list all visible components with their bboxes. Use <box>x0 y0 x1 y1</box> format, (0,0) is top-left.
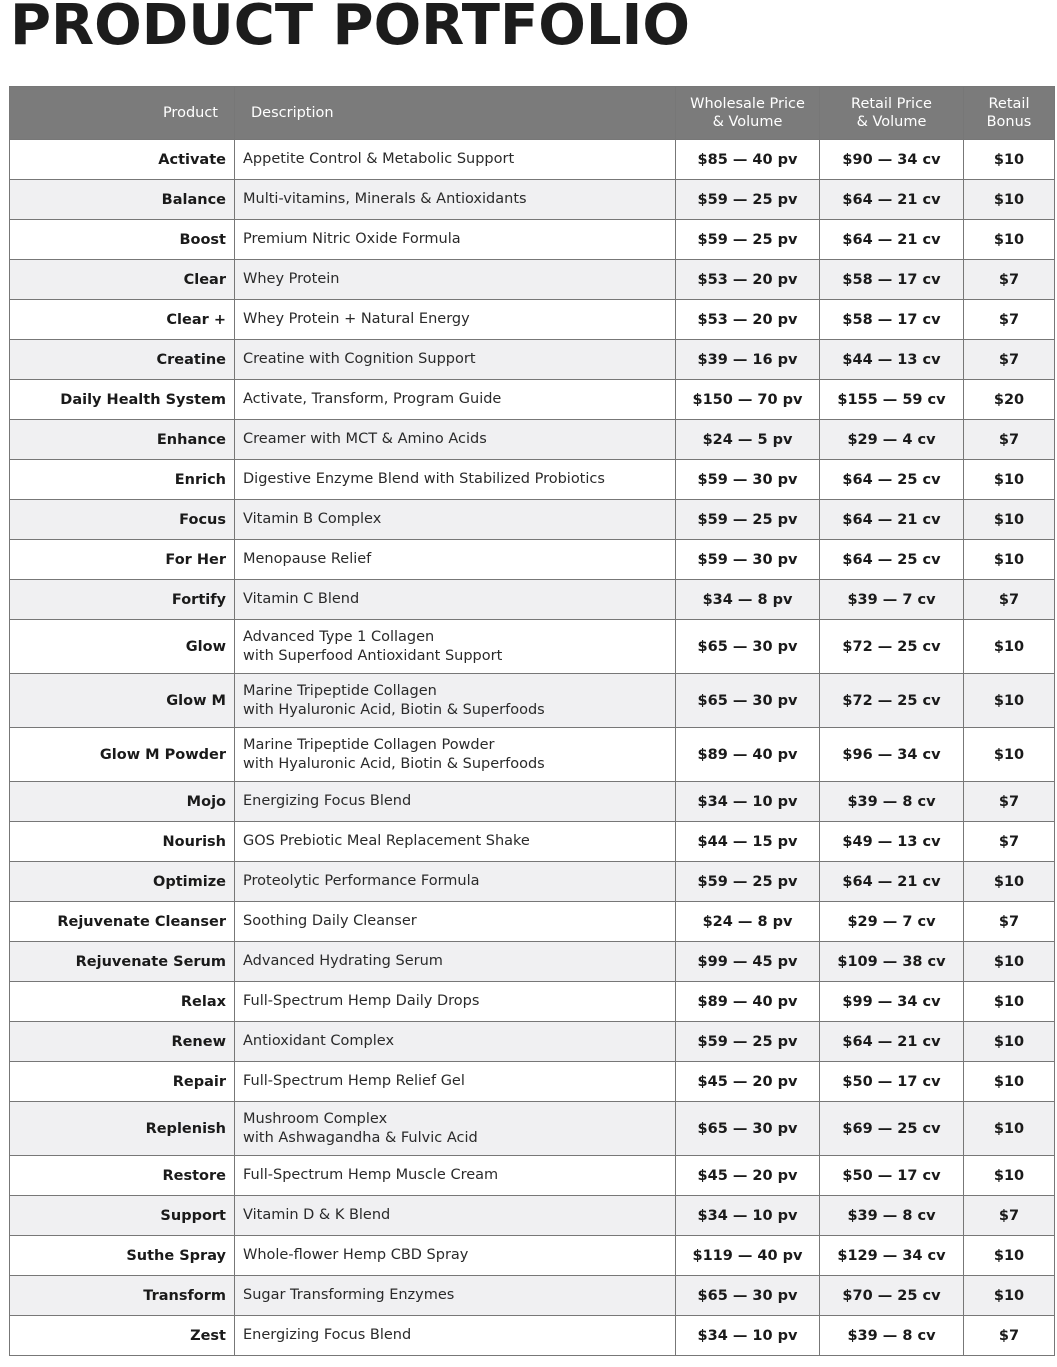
table-header-row <box>10 87 1055 140</box>
retail-bonus: $10 <box>964 1276 1055 1316</box>
description-line-1: Menopause Relief <box>243 551 372 567</box>
retail-price-volume: $155 — 59 cv <box>820 380 964 420</box>
table-row <box>10 1156 1055 1196</box>
retail-price-volume: $109 — 38 cv <box>820 942 964 982</box>
product-description <box>235 902 676 942</box>
wholesale-price-volume: $34 — 10 pv <box>676 1196 820 1236</box>
description-line-1: Creamer with MCT & Amino Acids <box>243 431 487 447</box>
product-description <box>235 1062 676 1102</box>
product-description <box>235 300 676 340</box>
wholesale-price-volume: $34 — 10 pv <box>676 782 820 822</box>
retail-price-volume: $72 — 25 cv <box>820 674 964 728</box>
product-name: Enrich <box>10 460 235 500</box>
retail-bonus: $7 <box>964 902 1055 942</box>
description-line-1: Advanced Hydrating Serum <box>243 953 443 969</box>
retail-price-volume: $64 — 21 cv <box>820 862 964 902</box>
page-title: PRODUCT PORTFOLIO <box>10 0 690 58</box>
retail-price-volume: $64 — 21 cv <box>820 1022 964 1062</box>
retail-price-volume: $39 — 7 cv <box>820 580 964 620</box>
retail-price-volume: $58 — 17 cv <box>820 300 964 340</box>
retail-price-volume: $129 — 34 cv <box>820 1236 964 1276</box>
product-name: Relax <box>10 982 235 1022</box>
retail-price-volume: $90 — 34 cv <box>820 140 964 180</box>
product-description <box>235 340 676 380</box>
retail-price-volume: $64 — 21 cv <box>820 180 964 220</box>
retail-price-volume: $49 — 13 cv <box>820 822 964 862</box>
retail-bonus: $7 <box>964 1316 1055 1356</box>
table-row <box>10 1062 1055 1102</box>
wholesale-price-volume: $99 — 45 pv <box>676 942 820 982</box>
description-line-1: Mushroom Complex <box>243 1110 388 1127</box>
product-name: Daily Health System <box>10 380 235 420</box>
wholesale-price-volume: $65 — 30 pv <box>676 620 820 674</box>
product-name: Glow M Powder <box>10 728 235 782</box>
description-line-1: Marine Tripeptide Collagen <box>243 682 437 699</box>
description-line-1: Full-Spectrum Hemp Daily Drops <box>243 993 480 1009</box>
wholesale-price-volume: $45 — 20 pv <box>676 1156 820 1196</box>
table-row <box>10 1102 1055 1156</box>
wholesale-price-volume: $24 — 5 pv <box>676 420 820 460</box>
product-name: Restore <box>10 1156 235 1196</box>
wholesale-price-volume: $59 — 25 pv <box>676 500 820 540</box>
retail-bonus: $10 <box>964 1022 1055 1062</box>
description-line-1: Whey Protein + Natural Energy <box>243 311 470 327</box>
product-description <box>235 674 676 728</box>
product-name: Mojo <box>10 782 235 822</box>
retail-bonus: $10 <box>964 862 1055 902</box>
retail-bonus: $10 <box>964 460 1055 500</box>
retail-bonus: $7 <box>964 782 1055 822</box>
product-table <box>9 86 1055 1356</box>
table-row <box>10 1276 1055 1316</box>
product-name: Support <box>10 1196 235 1236</box>
wholesale-price-volume: $65 — 30 pv <box>676 674 820 728</box>
wholesale-price-volume: $59 — 25 pv <box>676 180 820 220</box>
product-description <box>235 580 676 620</box>
retail-bonus: $7 <box>964 260 1055 300</box>
retail-price-volume: $96 — 34 cv <box>820 728 964 782</box>
product-name: Glow <box>10 620 235 674</box>
wholesale-price-volume: $44 — 15 pv <box>676 822 820 862</box>
product-name: Balance <box>10 180 235 220</box>
wholesale-price-volume: $85 — 40 pv <box>676 140 820 180</box>
description-line-2: with Superfood Antioxidant Support <box>243 647 503 664</box>
retail-bonus: $10 <box>964 982 1055 1022</box>
description-line-1: Energizing Focus Blend <box>243 1327 412 1343</box>
product-description <box>235 460 676 500</box>
table-row <box>10 220 1055 260</box>
retail-price-volume: $50 — 17 cv <box>820 1062 964 1102</box>
product-name: Suthe Spray <box>10 1236 235 1276</box>
description-line-1: Vitamin B Complex <box>243 511 382 527</box>
wholesale-price-volume: $34 — 10 pv <box>676 1316 820 1356</box>
wholesale-price-volume: $53 — 20 pv <box>676 300 820 340</box>
description-line-2: with Ashwagandha & Fulvic Acid <box>243 1129 478 1146</box>
product-description <box>235 1316 676 1356</box>
retail-bonus: $7 <box>964 822 1055 862</box>
product-name: Rejuvenate Cleanser <box>10 902 235 942</box>
header-product: Product <box>10 87 235 140</box>
retail-price-volume: $99 — 34 cv <box>820 982 964 1022</box>
retail-bonus: $10 <box>964 1156 1055 1196</box>
retail-price-volume: $70 — 25 cv <box>820 1276 964 1316</box>
product-name: Activate <box>10 140 235 180</box>
product-description <box>235 620 676 674</box>
product-description <box>235 782 676 822</box>
retail-bonus: $10 <box>964 620 1055 674</box>
product-description <box>235 982 676 1022</box>
description-line-1: Creatine with Cognition Support <box>243 351 476 367</box>
retail-price-volume: $64 — 21 cv <box>820 220 964 260</box>
product-name: For Her <box>10 540 235 580</box>
table-row <box>10 620 1055 674</box>
wholesale-price-volume: $59 — 25 pv <box>676 862 820 902</box>
product-description <box>235 180 676 220</box>
wholesale-price-volume: $34 — 8 pv <box>676 580 820 620</box>
retail-bonus: $7 <box>964 300 1055 340</box>
wholesale-price-volume: $59 — 30 pv <box>676 460 820 500</box>
header-retail-bonus: Retail Bonus <box>964 87 1055 140</box>
product-description <box>235 140 676 180</box>
description-line-1: Whole-flower Hemp CBD Spray <box>243 1247 469 1263</box>
description-line-1: Advanced Type 1 Collagen <box>243 628 435 645</box>
retail-bonus: $10 <box>964 500 1055 540</box>
description-line-1: Premium Nitric Oxide Formula <box>243 231 461 247</box>
product-description <box>235 260 676 300</box>
description-line-1: Appetite Control & Metabolic Support <box>243 151 515 167</box>
table-row <box>10 782 1055 822</box>
product-name: Fortify <box>10 580 235 620</box>
retail-price-volume: $64 — 25 cv <box>820 460 964 500</box>
retail-bonus: $7 <box>964 420 1055 460</box>
product-name: Transform <box>10 1276 235 1316</box>
wholesale-price-volume: $24 — 8 pv <box>676 902 820 942</box>
description-line-1: GOS Prebiotic Meal Replacement Shake <box>243 833 530 849</box>
retail-price-volume: $64 — 21 cv <box>820 500 964 540</box>
table-row <box>10 420 1055 460</box>
retail-price-volume: $50 — 17 cv <box>820 1156 964 1196</box>
product-description <box>235 862 676 902</box>
header-retail: Retail Price & Volume <box>820 87 964 140</box>
product-description <box>235 1236 676 1276</box>
product-description <box>235 942 676 982</box>
product-name: Focus <box>10 500 235 540</box>
description-line-1: Full-Spectrum Hemp Muscle Cream <box>243 1167 499 1183</box>
table-row <box>10 540 1055 580</box>
description-line-1: Digestive Enzyme Blend with Stabilized Probiotics <box>243 471 605 487</box>
wholesale-price-volume: $53 — 20 pv <box>676 260 820 300</box>
product-name: Zest <box>10 1316 235 1356</box>
header-description: Description <box>235 87 676 140</box>
retail-bonus: $10 <box>964 942 1055 982</box>
retail-bonus: $10 <box>964 1102 1055 1156</box>
retail-price-volume: $44 — 13 cv <box>820 340 964 380</box>
description-line-1: Energizing Focus Blend <box>243 793 412 809</box>
retail-bonus: $10 <box>964 180 1055 220</box>
description-line-2: with Hyaluronic Acid, Biotin & Superfoods <box>243 755 545 772</box>
product-name: Repair <box>10 1062 235 1102</box>
product-name: Optimize <box>10 862 235 902</box>
retail-price-volume: $39 — 8 cv <box>820 1196 964 1236</box>
table-row <box>10 1316 1055 1356</box>
description-line-1: Proteolytic Performance Formula <box>243 873 480 889</box>
retail-price-volume: $39 — 8 cv <box>820 1316 964 1356</box>
product-description <box>235 1156 676 1196</box>
wholesale-price-volume: $59 — 25 pv <box>676 1022 820 1062</box>
wholesale-price-volume: $150 — 70 pv <box>676 380 820 420</box>
table-row <box>10 674 1055 728</box>
product-name: Replenish <box>10 1102 235 1156</box>
description-line-1: Whey Protein <box>243 271 340 287</box>
retail-bonus: $10 <box>964 1062 1055 1102</box>
product-description <box>235 500 676 540</box>
wholesale-price-volume: $65 — 30 pv <box>676 1102 820 1156</box>
table-row <box>10 380 1055 420</box>
retail-price-volume: $64 — 25 cv <box>820 540 964 580</box>
table-row <box>10 460 1055 500</box>
table-row <box>10 982 1055 1022</box>
product-description <box>235 1196 676 1236</box>
table-row <box>10 260 1055 300</box>
wholesale-price-volume: $45 — 20 pv <box>676 1062 820 1102</box>
retail-price-volume: $39 — 8 cv <box>820 782 964 822</box>
table-row <box>10 300 1055 340</box>
description-line-1: Activate, Transform, Program Guide <box>243 391 502 407</box>
product-description <box>235 420 676 460</box>
retail-bonus: $7 <box>964 1196 1055 1236</box>
table-row <box>10 1022 1055 1062</box>
product-name: Clear <box>10 260 235 300</box>
description-line-1: Multi-vitamins, Minerals & Antioxidants <box>243 191 527 207</box>
table-row <box>10 180 1055 220</box>
table-row <box>10 902 1055 942</box>
table-row <box>10 728 1055 782</box>
description-line-1: Vitamin C Blend <box>243 591 360 607</box>
retail-price-volume: $69 — 25 cv <box>820 1102 964 1156</box>
table-row <box>10 340 1055 380</box>
description-line-1: Sugar Transforming Enzymes <box>243 1287 455 1303</box>
retail-bonus: $10 <box>964 1236 1055 1276</box>
product-description <box>235 1276 676 1316</box>
product-name: Creatine <box>10 340 235 380</box>
retail-bonus: $10 <box>964 674 1055 728</box>
retail-price-volume: $72 — 25 cv <box>820 620 964 674</box>
table-row <box>10 862 1055 902</box>
retail-bonus: $20 <box>964 380 1055 420</box>
product-name: Rejuvenate Serum <box>10 942 235 982</box>
wholesale-price-volume: $59 — 25 pv <box>676 220 820 260</box>
wholesale-price-volume: $89 — 40 pv <box>676 982 820 1022</box>
retail-price-volume: $29 — 4 cv <box>820 420 964 460</box>
retail-price-volume: $29 — 7 cv <box>820 902 964 942</box>
retail-bonus: $10 <box>964 220 1055 260</box>
retail-bonus: $10 <box>964 140 1055 180</box>
table-row <box>10 1236 1055 1276</box>
product-name: Clear + <box>10 300 235 340</box>
product-description <box>235 1102 676 1156</box>
product-name: Boost <box>10 220 235 260</box>
product-description <box>235 1022 676 1062</box>
product-description <box>235 380 676 420</box>
description-line-1: Full-Spectrum Hemp Relief Gel <box>243 1073 465 1089</box>
table-row <box>10 140 1055 180</box>
product-description <box>235 728 676 782</box>
wholesale-price-volume: $65 — 30 pv <box>676 1276 820 1316</box>
table-row <box>10 822 1055 862</box>
retail-price-volume: $58 — 17 cv <box>820 260 964 300</box>
product-description <box>235 540 676 580</box>
header-wholesale: Wholesale Price & Volume <box>676 87 820 140</box>
wholesale-price-volume: $39 — 16 pv <box>676 340 820 380</box>
table-row <box>10 942 1055 982</box>
wholesale-price-volume: $119 — 40 pv <box>676 1236 820 1276</box>
product-description <box>235 220 676 260</box>
retail-bonus: $10 <box>964 728 1055 782</box>
product-name: Glow M <box>10 674 235 728</box>
retail-bonus: $7 <box>964 340 1055 380</box>
wholesale-price-volume: $59 — 30 pv <box>676 540 820 580</box>
product-name: Enhance <box>10 420 235 460</box>
product-name: Renew <box>10 1022 235 1062</box>
product-name: Nourish <box>10 822 235 862</box>
description-line-1: Marine Tripeptide Collagen Powder <box>243 736 495 753</box>
description-line-1: Vitamin D & K Blend <box>243 1207 391 1223</box>
table-row <box>10 580 1055 620</box>
description-line-2: with Hyaluronic Acid, Biotin & Superfoods <box>243 701 545 718</box>
retail-bonus: $7 <box>964 580 1055 620</box>
description-line-1: Antioxidant Complex <box>243 1033 395 1049</box>
product-description <box>235 822 676 862</box>
retail-bonus: $10 <box>964 540 1055 580</box>
table-row <box>10 1196 1055 1236</box>
table-row <box>10 500 1055 540</box>
description-line-1: Soothing Daily Cleanser <box>243 913 417 929</box>
wholesale-price-volume: $89 — 40 pv <box>676 728 820 782</box>
